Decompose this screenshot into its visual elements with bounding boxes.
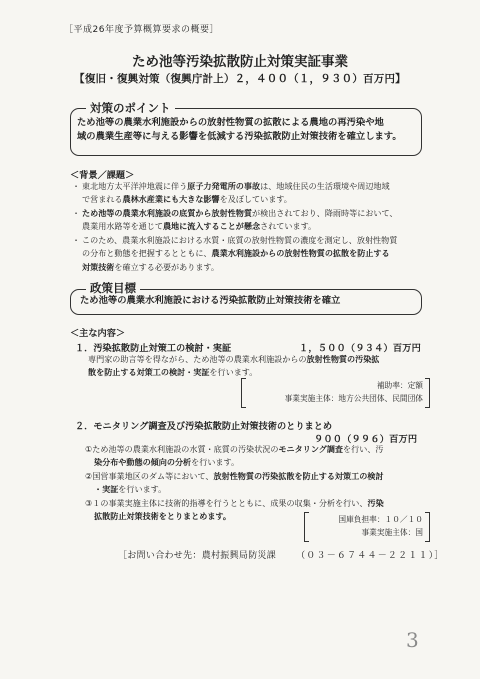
policy-box-label: 対策のポイント bbox=[86, 100, 175, 116]
item1-amount: １，５００（９３４）百万円 bbox=[299, 343, 422, 354]
contact-info bbox=[118, 548, 445, 561]
bullet-dot: ・ bbox=[72, 208, 81, 218]
item2-executor: 事業実施主体：国 bbox=[361, 528, 423, 537]
item1-subsidy: 補助率：定額 bbox=[376, 381, 423, 390]
page-number: 3 bbox=[406, 628, 419, 652]
item2-bracket-left bbox=[304, 512, 309, 542]
item1-bracket-left bbox=[241, 378, 246, 408]
item1-body: 専門家の助言等を得ながら、ため池等の農業水利施設からの放射性物質の汚染拡 散を防止する対策工の検討・実証を行います。 bbox=[88, 354, 380, 378]
item1-executor: 事業実施主体：地方公共団体、民間団体 bbox=[284, 394, 423, 403]
item2-sub-3: ③１の事業実施主体に技術的指導を行うとともに、成果の収集・分析を行い、汚染 拡散防止対策技術をとりまとめます。 bbox=[85, 498, 384, 522]
item1-info bbox=[248, 379, 423, 405]
contact-text: ［お問い合わせ先：農村振興局防災課 bbox=[118, 551, 277, 561]
item2-amount: ９００（９９６）百万円 bbox=[314, 434, 418, 445]
goal-box-label: 政策目標 bbox=[86, 280, 140, 296]
item2-info bbox=[310, 513, 423, 539]
item2-sub-2: ②国営事業地区のダム等において、放射性物質の汚染拡散を防止する対策工の検討 ・実証を行います。 bbox=[85, 471, 384, 495]
item1-heading: １．汚染拡散防止対策工の検討・実証 bbox=[75, 343, 232, 354]
item2-heading: ２．モニタリング調査及び汚染拡散防止対策技術のとりまとめ bbox=[75, 421, 333, 432]
background-item-2: ・ ため池等の農業水利施設の底質から放射性物質が検出されており、降雨時等において、 農業用水路等を通じて農地に流入することが懸念されています。 bbox=[72, 208, 398, 232]
item1-bracket-right bbox=[425, 378, 430, 408]
background-item-1: ・ 東北地方太平洋沖地震に伴う原子力発電所の事故は、地域住民の生活環境や周辺地域 で営まれる農林水産業にも大きな影響を及ぼしています。 bbox=[72, 181, 390, 205]
policy-box-line-1: ため池等の農業水利施設からの放射性物質の拡散による農地の再汚染や地 bbox=[77, 117, 384, 128]
page-title: ため池等汚染拡散防止対策実証事業 bbox=[132, 54, 348, 70]
budget-line: 【復旧・復興対策（復興庁計上）２，４００（１，９３０）百万円】 bbox=[74, 73, 406, 85]
bullet-dot: ・ bbox=[72, 235, 81, 245]
header-tag: ［平成26年度予算概算要求の概要］ bbox=[64, 25, 219, 35]
background-item-3: ・ このため、農業水利施設における水質・底質の放射性物質の濃度を測定し、放射性物質 の分布と動態を把握するとともに、農業水利施設からの放射性物質の拡散を防止する 対策技術を確立する必要があります。 bbox=[72, 235, 398, 272]
main-label: ＜主な内容＞ bbox=[70, 328, 126, 339]
goal-box-text: ため池等の農業水利施設における汚染拡散防止対策技術を確立 bbox=[80, 295, 341, 306]
item2-burden: 国庫負担率：１０／１０ bbox=[338, 515, 423, 524]
item2-bracket-right bbox=[425, 512, 430, 542]
background-label: ＜背景／課題＞ bbox=[70, 170, 135, 181]
bullet-dot: ・ bbox=[72, 181, 81, 191]
contact-tel: （０３－６７４４－２２１１）］ bbox=[296, 551, 445, 561]
policy-box-line-2: 域の農業生産等に与える影響を低減する汚染拡散防止対策技術を確立します。 bbox=[77, 131, 402, 142]
item2-sub-1: ①ため池等の農業水利施設の水質・底質の汚染状況のモニタリング調査を行い、汚 染分布や動態の傾向の分析を行います。 bbox=[85, 444, 384, 468]
